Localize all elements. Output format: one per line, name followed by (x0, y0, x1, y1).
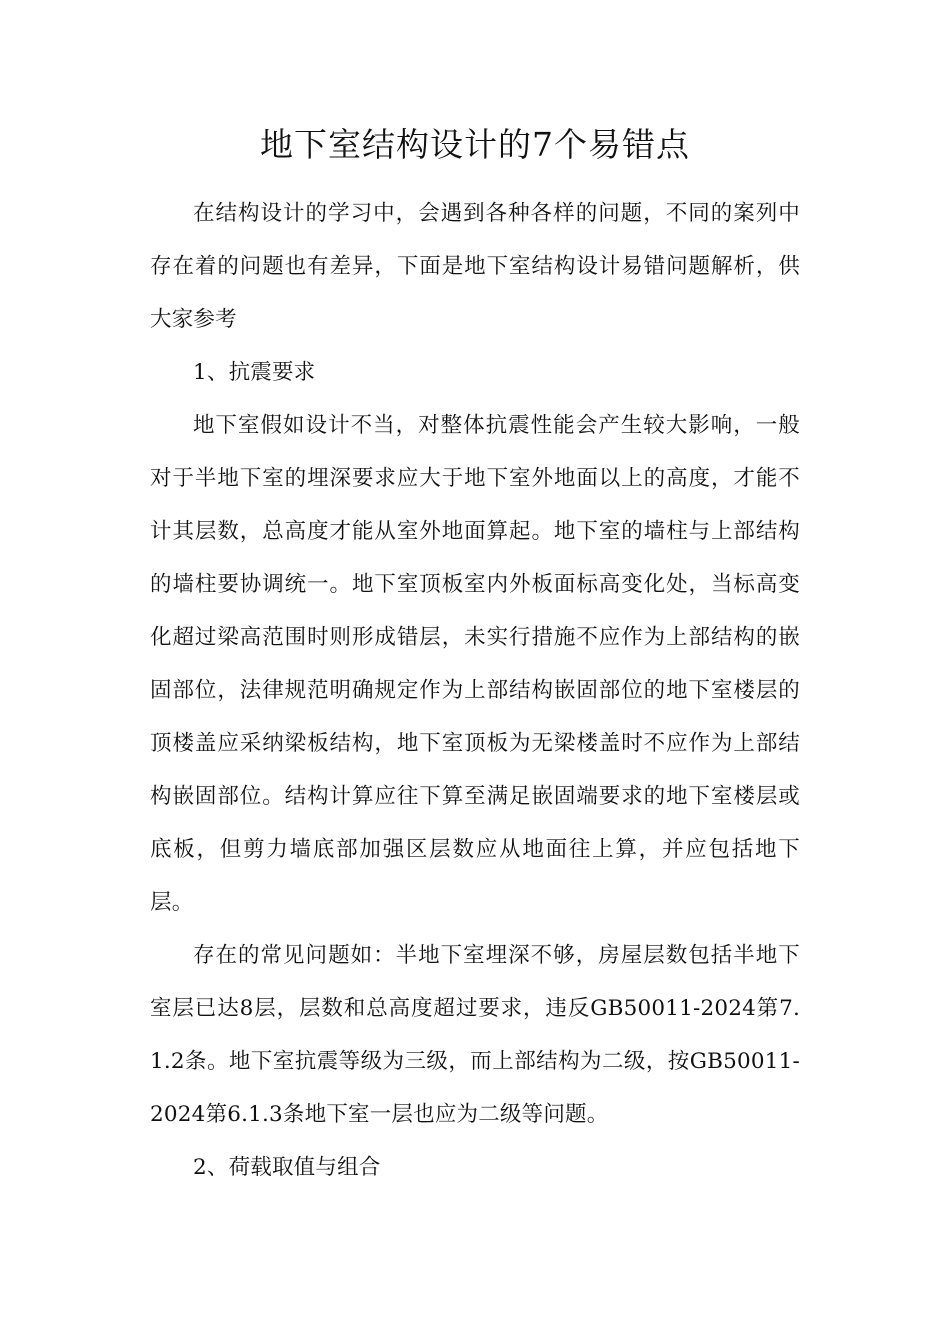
section-heading-seismic: 1、抗震要求 (193, 360, 316, 385)
document-title: 地下室结构设计的7个易错点 (260, 125, 690, 164)
common-problems-paragraph: 存在的常见问题如：半地下室埋深不够，房屋层数包括半地下室层已达8层，层数和总高度超过要求，违反GB50011-2024第7.1.2条。地下室抗震等级为三级，而上部结构为二级，按GB50011-2024第6.1.3条地下室一层也应为二级等问题。 (150, 943, 800, 1127)
document-body (150, 187, 800, 1194)
section-heading-loads: 2、荷载取值与组合 (193, 1155, 381, 1180)
seismic-paragraph: 地下室假如设计不当，对整体抗震性能会产生较大影响，一般对于半地下室的埋深要求应大于地下室外地面以上的高度，才能不计其层数，总高度才能从室外地面算起。地下室的墙柱与上部结构的墙柱要协调统一。地下室顶板室内外板面标高变化处，当标高变化超过梁高范围时则形成错层，未实行措施不应作为上部结构的嵌固部位，法律规范明确规定作为上部结构嵌固部位的地下室楼层的顶楼盖应采纳梁板结构，地下室顶板为无梁楼盖时不应作为上部结构嵌固部位。结构计算应往下算至满足嵌固端要求的地下室楼层或底板，但剪力墙底部加强区层数应从地面往上算，并应包括地下层。 (150, 413, 800, 915)
intro-paragraph: 在结构设计的学习中，会遇到各种各样的问题，不同的案列中存在着的问题也有差异，下面是地下室结构设计易错问题解析，供大家参考 (150, 201, 800, 332)
